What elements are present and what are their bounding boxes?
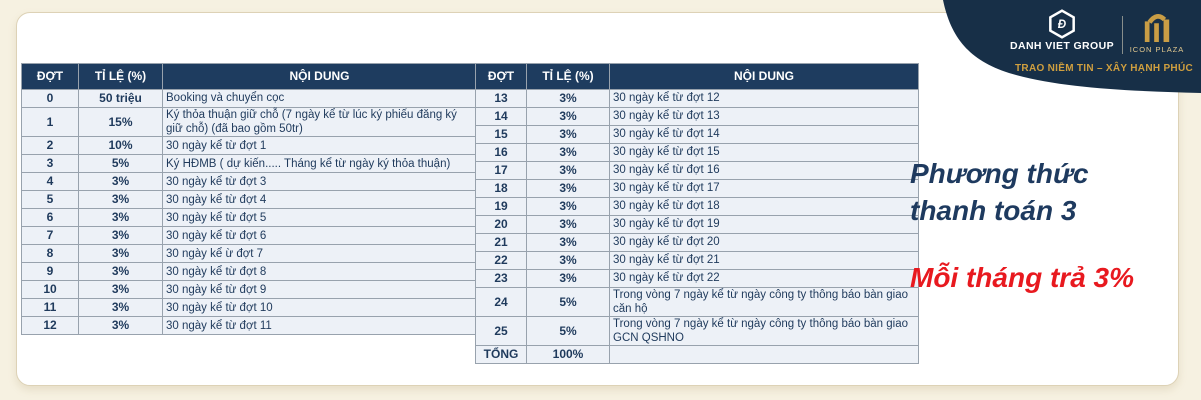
col-header-rate: TỈ LỆ (%): [79, 64, 163, 90]
table-row: [476, 162, 919, 180]
brand-banner: [941, 0, 1201, 105]
cell-dot: 6: [22, 209, 79, 227]
cell-rate: 3%: [527, 162, 610, 180]
col-header-rate: TỈ LỆ (%): [527, 64, 610, 90]
cell-dot: 16: [476, 144, 527, 162]
cell-rate: 3%: [79, 281, 163, 299]
cell-dot: 18: [476, 180, 527, 198]
table-row: [476, 270, 919, 288]
table-row: [22, 137, 477, 155]
cell-content: 30 ngày kể từ đợt 17: [610, 180, 919, 198]
cell-content: 30 ngày kể từ đợt 14: [610, 126, 919, 144]
col-header-content: NỘI DUNG: [610, 64, 919, 90]
table-row: [476, 180, 919, 198]
cell-rate: 3%: [527, 270, 610, 288]
table-total-row: [476, 346, 919, 364]
cell-dot: 1: [22, 108, 79, 137]
project-name-label: ICON PLAZA: [1129, 45, 1185, 54]
cell-content: 30 ngày kể từ đợt 20: [610, 234, 919, 252]
table-row: [476, 198, 919, 216]
cell-content: 30 ngày kể từ đợt 3: [163, 173, 477, 191]
cell-rate: 3%: [527, 234, 610, 252]
cell-content: 30 ngày kể từ đợt 16: [610, 162, 919, 180]
cell-dot: 8: [22, 245, 79, 263]
cell-total-content: [610, 346, 919, 364]
cell-dot: 2: [22, 137, 79, 155]
table-row: [476, 317, 919, 346]
cell-rate: 3%: [79, 245, 163, 263]
cell-dot: 3: [22, 155, 79, 173]
cell-rate: 50 triệu: [79, 90, 163, 108]
cell-dot: 13: [476, 90, 527, 108]
table-row: [476, 252, 919, 270]
headline-highlight: Mỗi tháng trả 3%: [910, 262, 1135, 293]
cell-dot: 0: [22, 90, 79, 108]
cell-content: 30 ngày kể từ đợt 19: [610, 216, 919, 234]
col-header-dot: ĐỢT: [476, 64, 527, 90]
cell-content: 30 ngày kể từ đợt 21: [610, 252, 919, 270]
cell-content: 30 ngày kể từ đợt 18: [610, 198, 919, 216]
table-row: [22, 173, 477, 191]
cell-dot: 5: [22, 191, 79, 209]
cell-rate: 3%: [527, 252, 610, 270]
cell-rate: 3%: [527, 90, 610, 108]
cell-dot: 11: [22, 299, 79, 317]
table-row: [22, 227, 477, 245]
table-row: [476, 144, 919, 162]
cell-dot: 20: [476, 216, 527, 234]
cell-dot: 25: [476, 317, 527, 346]
cell-content: 30 ngày kể từ đợt 13: [610, 108, 919, 126]
cell-content: 30 ngày kể từ đợt 12: [610, 90, 919, 108]
table-row: [22, 191, 477, 209]
cell-content: 30 ngày kể từ đợt 5: [163, 209, 477, 227]
group-name-label: DANH VIET GROUP: [1009, 40, 1114, 52]
cell-rate: 3%: [79, 263, 163, 281]
cell-content: Booking và chuyển cọc: [163, 90, 477, 108]
table-row: [22, 263, 477, 281]
payment-table-left: [21, 63, 477, 335]
cell-content: Trong vòng 7 ngày kể từ ngày công ty thông báo bàn giao GCN QSHNO: [610, 317, 919, 346]
cell-rate: 3%: [79, 317, 163, 335]
cell-content: Ký HĐMB ( dự kiến..... Tháng kể từ ngày ký thỏa thuận): [163, 155, 477, 173]
cell-content: 30 ngày kể từ đợt 9: [163, 281, 477, 299]
cell-rate: 3%: [527, 144, 610, 162]
cell-dot: 24: [476, 288, 527, 317]
cell-rate: 3%: [527, 198, 610, 216]
cell-rate: 3%: [79, 173, 163, 191]
cell-dot: 15: [476, 126, 527, 144]
cell-dot: 7: [22, 227, 79, 245]
cell-dot: 4: [22, 173, 79, 191]
payment-table-right: [475, 63, 919, 364]
table-row: [476, 234, 919, 252]
cell-content: 30 ngày kể ừ đợt 7: [163, 245, 477, 263]
cell-rate: 10%: [79, 137, 163, 155]
cell-rate: 3%: [527, 216, 610, 234]
cell-rate: 3%: [79, 191, 163, 209]
table-row: [22, 90, 477, 108]
danh-viet-group-brand: [997, 9, 1127, 52]
table-row: [22, 299, 477, 317]
cell-total-rate: 100%: [527, 346, 610, 364]
cell-content: 30 ngày kể từ đợt 22: [610, 270, 919, 288]
cell-content: 30 ngày kể từ đợt 15: [610, 144, 919, 162]
table-row: [22, 108, 477, 137]
headline-line2: thanh toán 3: [910, 194, 1077, 226]
cell-dot: 9: [22, 263, 79, 281]
cell-dot: 17: [476, 162, 527, 180]
cell-content: 30 ngày kể từ đợt 8: [163, 263, 477, 281]
cell-rate: 5%: [527, 288, 610, 317]
table-header-row: [476, 64, 919, 90]
table-row: [476, 90, 919, 108]
cell-rate: 3%: [527, 108, 610, 126]
table-row: [476, 126, 919, 144]
cell-content: 30 ngày kể từ đợt 6: [163, 227, 477, 245]
brand-divider: [1122, 16, 1123, 54]
cell-dot: 21: [476, 234, 527, 252]
cell-rate: 15%: [79, 108, 163, 137]
cell-rate: 3%: [527, 180, 610, 198]
cell-rate: 5%: [527, 317, 610, 346]
headline-title: [910, 156, 1089, 230]
danh-viet-hexagon-icon: [1047, 9, 1077, 39]
cell-content: 30 ngày kể từ đợt 4: [163, 191, 477, 209]
cell-content: 30 ngày kể từ đợt 11: [163, 317, 477, 335]
cell-dot: 22: [476, 252, 527, 270]
cell-content: 30 ngày kể từ đợt 10: [163, 299, 477, 317]
table-row: [476, 288, 919, 317]
cell-rate: 3%: [79, 299, 163, 317]
table-row: [22, 155, 477, 173]
icon-plaza-building-icon: [1142, 11, 1172, 43]
table-row: [476, 216, 919, 234]
icon-plaza-brand: [1127, 11, 1187, 54]
svg-text:Đ: Đ: [1057, 18, 1067, 32]
cell-rate: 3%: [527, 126, 610, 144]
table-row: [22, 281, 477, 299]
col-header-dot: ĐỢT: [22, 64, 79, 90]
table-row: [476, 108, 919, 126]
cell-content: Ký thỏa thuận giữ chỗ (7 ngày kể từ lúc ký phiếu đăng ký giữ chỗ) (đã bao gồm 50tr): [163, 108, 477, 137]
cell-content: 30 ngày kể từ đợt 1: [163, 137, 477, 155]
cell-total-label: TỔNG: [476, 346, 527, 364]
cell-dot: 14: [476, 108, 527, 126]
cell-dot: 12: [22, 317, 79, 335]
cell-rate: 3%: [79, 227, 163, 245]
table-header-row: [22, 64, 477, 90]
headline-line1: Phương thức: [910, 158, 1089, 189]
table-row: [22, 209, 477, 227]
table-row: [22, 317, 477, 335]
cell-content: Trong vòng 7 ngày kể từ ngày công ty thông báo bàn giao căn hộ: [610, 288, 919, 317]
table-row: [22, 245, 477, 263]
cell-rate: 5%: [79, 155, 163, 173]
cell-dot: 19: [476, 198, 527, 216]
cell-dot: 10: [22, 281, 79, 299]
col-header-content: NỘI DUNG: [163, 64, 477, 90]
cell-dot: 23: [476, 270, 527, 288]
brand-tagline: TRAO NIỀM TIN – XÂY HẠNH PHÚC: [1015, 63, 1193, 74]
cell-rate: 3%: [79, 209, 163, 227]
